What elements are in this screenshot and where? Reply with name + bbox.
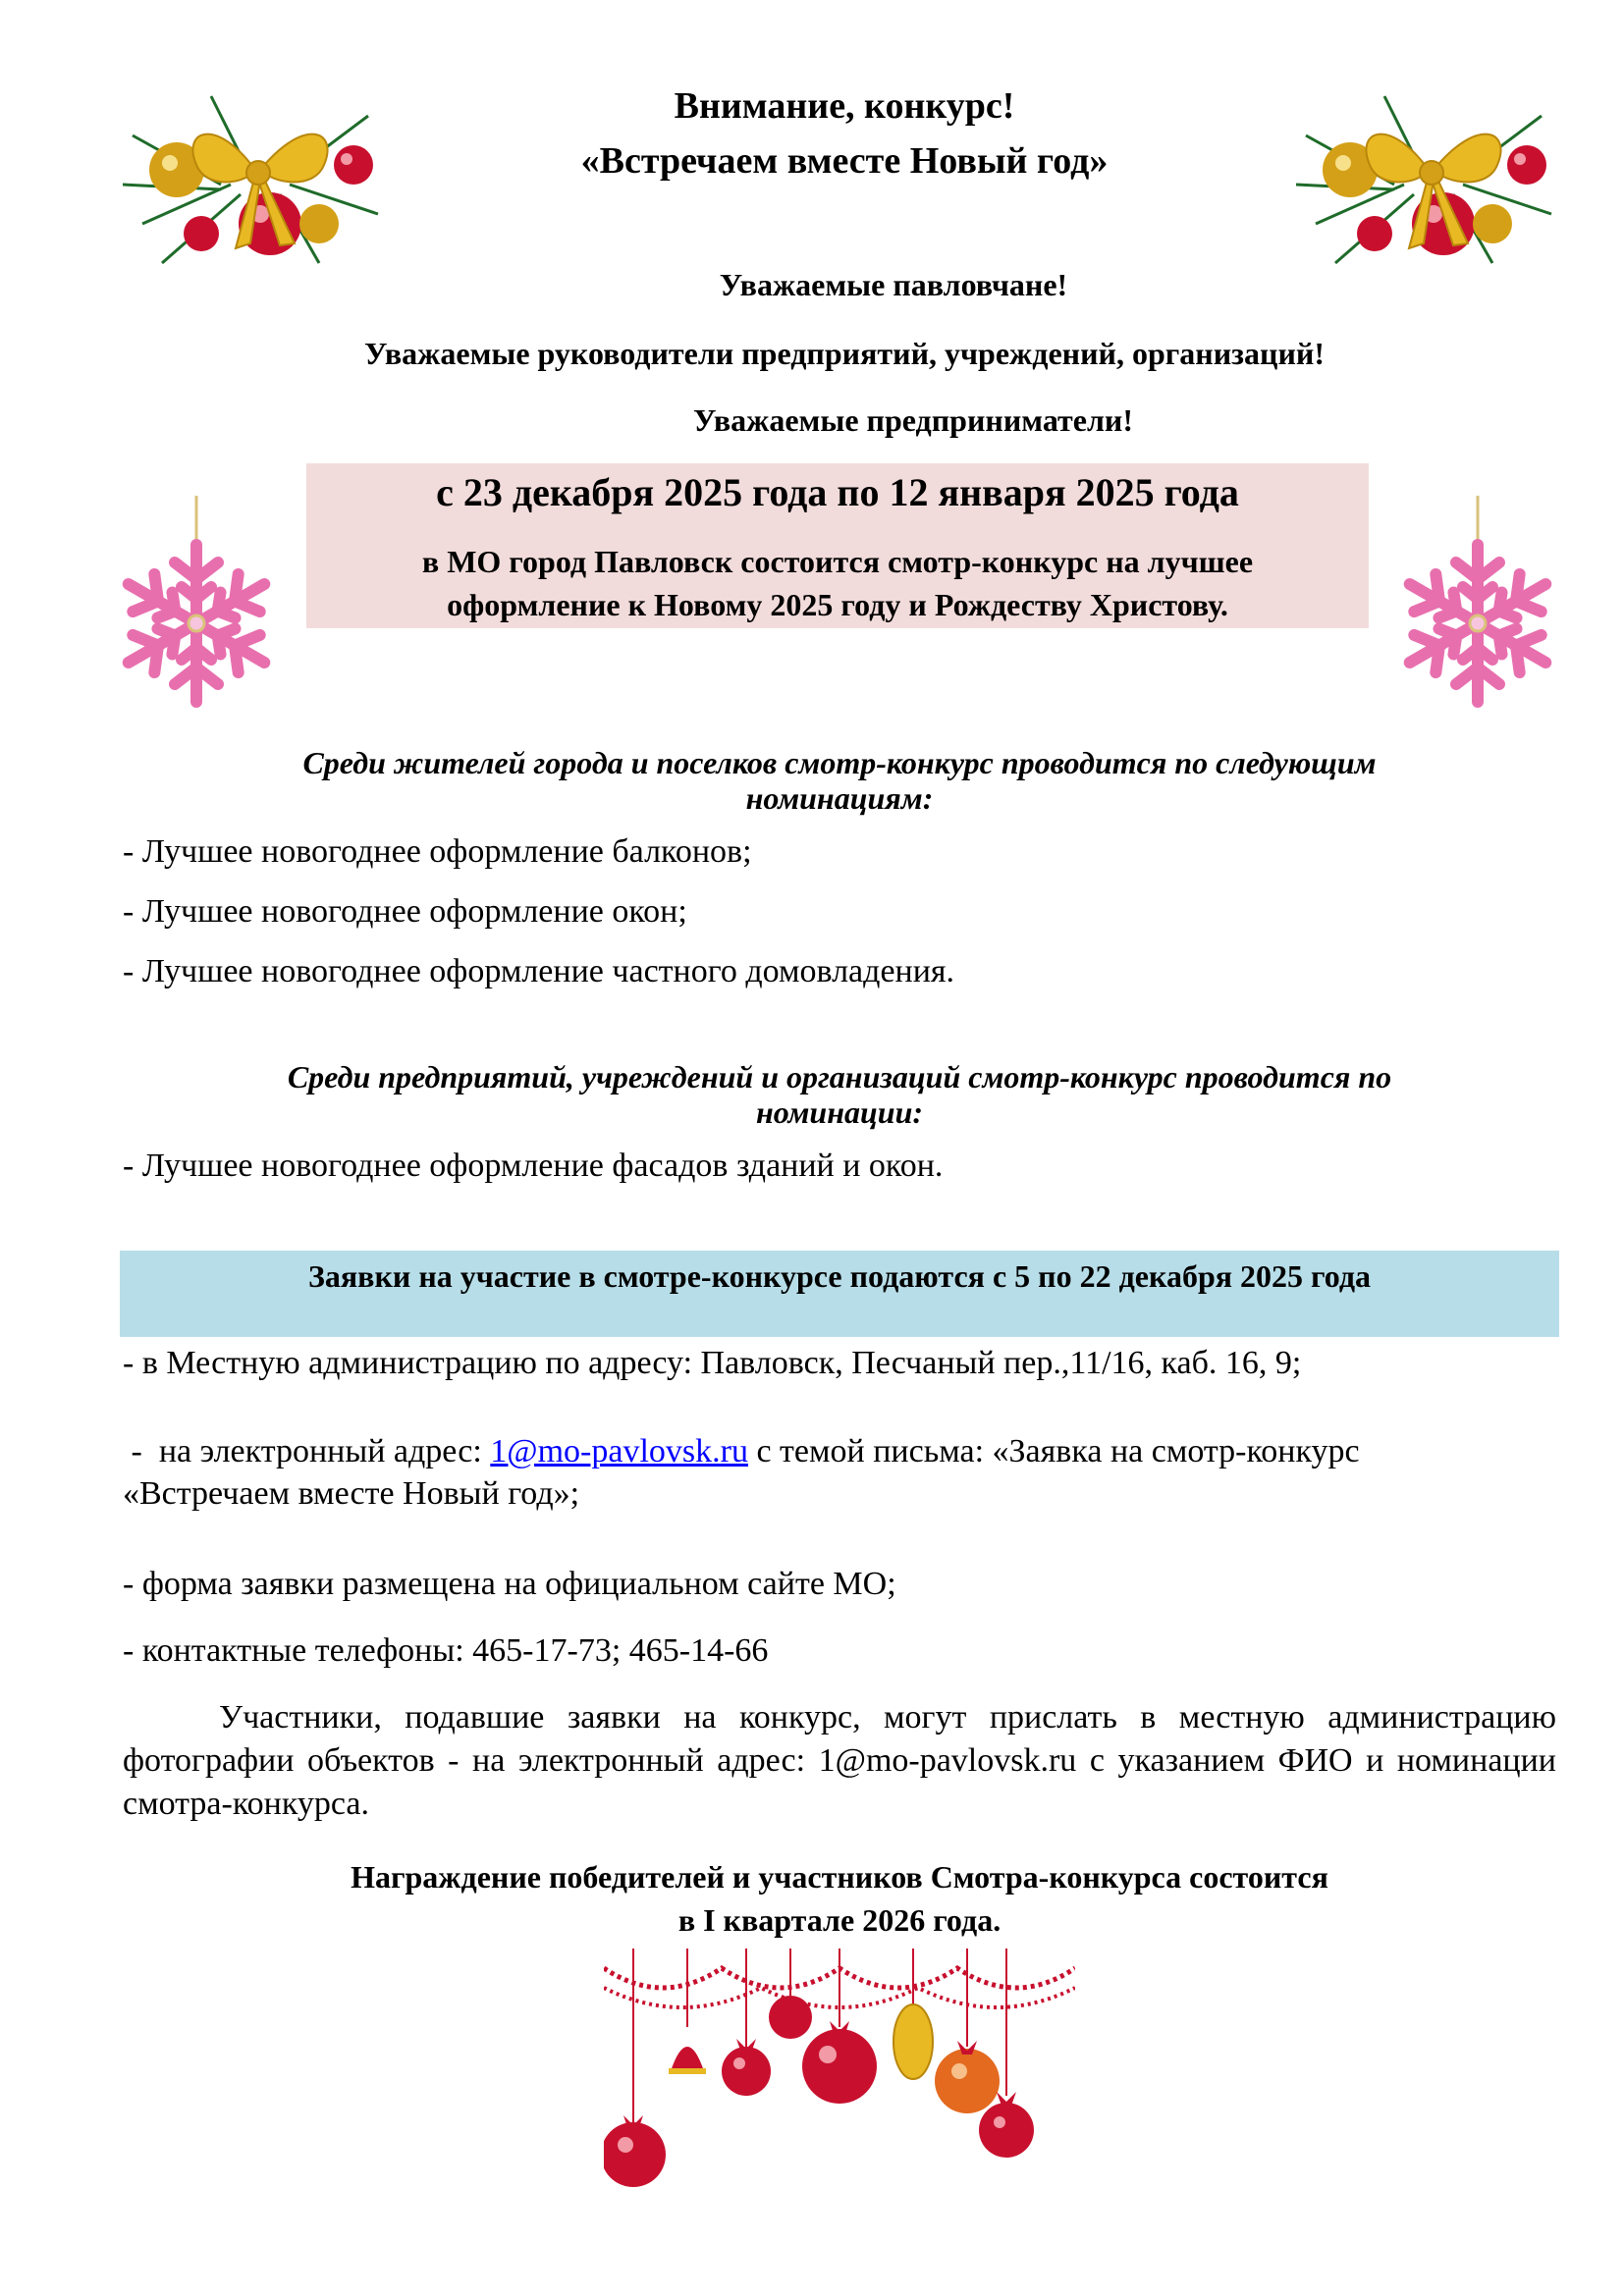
snowflake-left-icon	[103, 496, 290, 712]
applications-email-line-2: «Встречаем вместе Новый год»;	[123, 1475, 580, 1512]
applications-banner-text: Заявки на участие в смотре-конкурсе подаются с 5 по 22 декабря 2025 года	[307, 1258, 1372, 1294]
applications-form: - форма заявки размещена на официальном сайте МО;	[123, 1566, 896, 1602]
greeting-3: Уважаемые предприниматели!	[693, 402, 1133, 438]
organizations-heading	[123, 1055, 1556, 1134]
hanging-ornaments-icon	[604, 1949, 1075, 2194]
residents-heading-line-1: Среди жителей города и поселков смотр-конкурс проводится по следующим	[302, 745, 1377, 780]
residents-heading-line-2: номинациям:	[745, 780, 934, 816]
christmas-bow-left-icon	[123, 77, 388, 283]
announcement-dates: с 23 декабря 2025 года по 12 января 2025 года	[436, 470, 1239, 514]
residents-heading	[123, 741, 1556, 820]
greeting-2: Уважаемые руководители предприятий, учреждений, организаций!	[364, 336, 1325, 371]
organizations-heading-line-1: Среди предприятий, учреждений и организаций смотр-конкурс проводится по	[287, 1059, 1392, 1095]
participants-note: Участники, подавшие заявки на конкурс, могут прислать в местную администрацию фотографии объектов - на электронный адрес: 1@mo-pavlovsk.ru с указанием ФИО и номинации смотра-конкурса.	[123, 1699, 1556, 1822]
greeting-1: Уважаемые павловчане!	[719, 267, 1068, 302]
applications-address: - в Местную администрацию по адресу: Павловск, Песчаный пер.,11/16, каб. 16, 9;	[123, 1345, 1302, 1381]
applications-email-line	[123, 1430, 1360, 1473]
organizations-item: - Лучшее новогоднее оформление фасадов зданий и окон.	[123, 1148, 944, 1184]
page-title	[422, 79, 1267, 188]
residents-item: - Лучшее новогоднее оформление частного домовладения.	[123, 953, 955, 989]
applications-phones: - контактные телефоны: 465-17-73; 465-14-66	[123, 1632, 769, 1669]
organizations-heading-line-2: номинации:	[755, 1095, 924, 1130]
announcement-line-1: в МО город Павловск состоится смотр-конкурс на лучшее	[421, 544, 1254, 579]
title-line-1: Внимание, конкурс!	[674, 85, 1015, 127]
email-prefix: - на электронный адрес:	[123, 1433, 491, 1469]
christmas-bow-right-icon	[1296, 77, 1561, 283]
residents-item: - Лучшее новогоднее оформление балконов;	[123, 833, 752, 870]
snowflake-right-icon	[1384, 496, 1571, 712]
residents-item: - Лучшее новогоднее оформление окон;	[123, 893, 687, 930]
award-announcement	[123, 1855, 1556, 1942]
title-line-2: «Встречаем вместе Новый год»	[580, 140, 1109, 182]
email-link[interactable]: 1@mo-pavlovsk.ru	[490, 1433, 748, 1469]
email-suffix: с темой письма: «Заявка на смотр-конкурс	[747, 1433, 1360, 1469]
award-line-2: в I квартале 2026 года.	[677, 1902, 1001, 1938]
award-line-1: Награждение победителей и участников Смотра-конкурса состоится	[351, 1859, 1328, 1895]
announcement-line-2: оформление к Новому 2025 году и Рождеству Христову.	[447, 587, 1228, 622]
